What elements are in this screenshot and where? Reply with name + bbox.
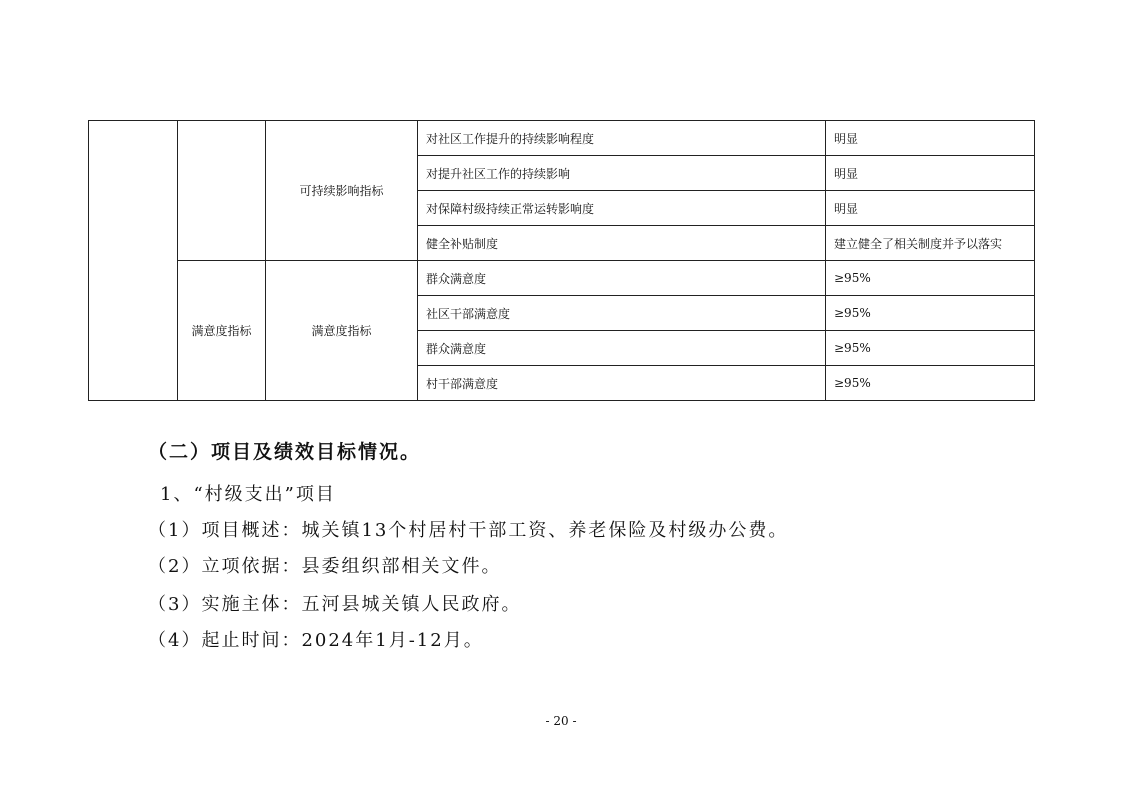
value-cell: ≥95% — [826, 331, 1035, 366]
paragraph-period: （4）起止时间：2024年1月-12月。 — [148, 630, 484, 651]
indicator-cell: 村干部满意度 — [418, 366, 826, 401]
value-cell: 明显 — [826, 191, 1035, 226]
table-row — [89, 121, 1035, 156]
paragraph-overview: （1）项目概述：城关镇13个村居村干部工资、养老保险及村级办公费。 — [148, 520, 789, 541]
value-cell: ≥95% — [826, 296, 1035, 331]
paragraph-basis: （2）立项依据：县委组织部相关文件。 — [148, 556, 502, 577]
tier3-cell: 满意度指标 — [266, 261, 418, 401]
tier2-cell: 满意度指标 — [178, 261, 266, 401]
tier2-cell — [178, 121, 266, 261]
indicator-cell: 对提升社区工作的持续影响 — [418, 156, 826, 191]
indicator-cell: 健全补贴制度 — [418, 226, 826, 261]
value-cell: 明显 — [826, 156, 1035, 191]
indicator-cell: 对社区工作提升的持续影响程度 — [418, 121, 826, 156]
paragraph-entity: （3）实施主体：五河县城关镇人民政府。 — [148, 594, 522, 615]
indicator-cell: 群众满意度 — [418, 331, 826, 366]
indicator-cell: 对保障村级持续正常运转影响度 — [418, 191, 826, 226]
performance-table — [88, 120, 1035, 401]
indicator-cell: 群众满意度 — [418, 261, 826, 296]
value-cell: 明显 — [826, 121, 1035, 156]
tier1-cell — [89, 121, 178, 401]
section-heading: （二）项目及绩效目标情况。 — [148, 441, 422, 463]
page-number: - 20 - — [545, 714, 577, 728]
value-cell: ≥95% — [826, 261, 1035, 296]
value-cell: ≥95% — [826, 366, 1035, 401]
table-row — [89, 261, 1035, 296]
indicator-cell: 社区干部满意度 — [418, 296, 826, 331]
tier3-cell: 可持续影响指标 — [266, 121, 418, 261]
value-cell: 建立健全了相关制度并予以落实 — [826, 226, 1035, 261]
item-title: 1、“村级支出”项目 — [160, 484, 336, 505]
